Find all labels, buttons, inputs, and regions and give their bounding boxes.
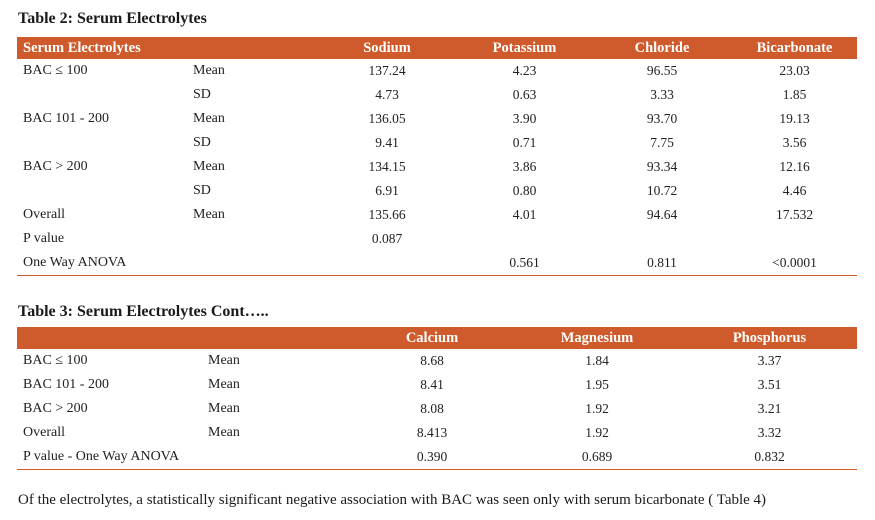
table-cell: Mean xyxy=(193,63,225,78)
table-cell: 4.23 xyxy=(512,63,537,78)
table-cell: 7.75 xyxy=(650,135,674,150)
table2-header-stat xyxy=(187,37,317,59)
table-row xyxy=(17,131,857,155)
table3-header-group xyxy=(17,327,202,349)
table-cell xyxy=(202,445,352,470)
table-row xyxy=(17,373,857,397)
table-cell: BAC ≤ 100 xyxy=(23,63,88,78)
table-cell: 17.532 xyxy=(775,207,814,222)
table-cell: 4.46 xyxy=(782,183,807,198)
table-cell xyxy=(17,83,187,107)
table2-header-group: Serum Electrolytes xyxy=(17,37,187,59)
table-cell: Mean xyxy=(208,425,240,440)
table-cell: 93.34 xyxy=(646,159,678,174)
table-cell: 137.24 xyxy=(368,63,406,78)
table-cell: 4.01 xyxy=(512,207,537,222)
table-cell: BAC 101 - 200 xyxy=(23,377,109,392)
table-cell: 1.95 xyxy=(585,377,609,392)
table3-header-stat xyxy=(202,327,352,349)
pvalue-cell: <0.0001 xyxy=(772,255,817,270)
table-row xyxy=(17,421,857,445)
table-cell: Mean xyxy=(208,377,240,392)
table-cell: 0.71 xyxy=(512,135,537,150)
table-row-pvalue xyxy=(17,227,857,251)
anova-label: One Way ANOVA xyxy=(23,255,127,270)
table-cell: 0.80 xyxy=(512,183,537,198)
table2-header-bicarbonate: Bicarbonate xyxy=(732,37,857,59)
table-cell: 4.73 xyxy=(375,87,399,102)
table-cell: 1.92 xyxy=(585,425,609,440)
table2-title: Table 2: Serum Electrolytes xyxy=(18,10,207,27)
table-cell: 3.56 xyxy=(782,135,807,150)
table-cell: SD xyxy=(193,87,211,102)
table-cell: 135.66 xyxy=(368,207,406,222)
table-cell: 0.63 xyxy=(512,87,537,102)
table-cell: 3.51 xyxy=(757,377,782,392)
table-row xyxy=(17,179,857,203)
table2-header-row xyxy=(17,37,857,59)
table-cell: 9.41 xyxy=(375,135,399,150)
footnote-text: Of the electrolytes, a statistically significant negative association with BAC was seen only with serum bicarbonate ( Table 4) xyxy=(18,492,767,508)
table-cell: 3.32 xyxy=(757,425,782,440)
table-cell: BAC ≤ 100 xyxy=(23,353,88,368)
pvalue-cell: 0.561 xyxy=(509,255,540,270)
table-cell: BAC 101 - 200 xyxy=(23,111,109,126)
table-row xyxy=(17,107,857,131)
table-cell: 1.84 xyxy=(585,353,609,368)
table-cell: Overall xyxy=(23,207,65,222)
pvalue-sodium: 0.087 xyxy=(371,231,403,246)
table-cell: 8.41 xyxy=(420,377,444,392)
table-cell: SD xyxy=(193,183,211,198)
table-cell: 3.21 xyxy=(757,401,782,416)
table-cell: 1.92 xyxy=(585,401,609,416)
table-cell: 23.03 xyxy=(779,63,810,78)
table-cell: Overall xyxy=(23,425,65,440)
table3-header-magnesium: Magnesium xyxy=(512,327,682,349)
table-cell: Mean xyxy=(193,207,225,222)
table-cell: SD xyxy=(193,135,211,150)
table-cell: 136.05 xyxy=(368,111,406,126)
table-cell: 3.37 xyxy=(757,353,782,368)
table-cell: 96.55 xyxy=(646,63,678,78)
table3 xyxy=(17,327,857,470)
table-cell: 1.85 xyxy=(782,87,807,102)
table-cell: 0.689 xyxy=(581,449,613,464)
table-cell: Mean xyxy=(193,111,225,126)
table-cell: 3.86 xyxy=(512,159,537,174)
table2-header-chloride: Chloride xyxy=(592,37,732,59)
table-cell: P value - One Way ANOVA xyxy=(23,449,180,464)
table2-header-potassium: Potassium xyxy=(457,37,592,59)
table-cell: BAC > 200 xyxy=(23,159,88,174)
table-cell: 8.413 xyxy=(416,425,448,440)
table-row-anova xyxy=(17,251,857,276)
table-cell xyxy=(17,131,187,155)
pvalue-cell: 0.811 xyxy=(647,255,677,270)
table-cell: 10.72 xyxy=(646,183,678,198)
table-row xyxy=(17,59,857,83)
table-cell: 93.70 xyxy=(646,111,678,126)
table-cell: 3.90 xyxy=(512,111,537,126)
table-cell: Mean xyxy=(193,159,225,174)
table-cell xyxy=(17,179,187,203)
table-cell: 8.08 xyxy=(420,401,444,416)
table-row xyxy=(17,349,857,373)
table3-header-row xyxy=(17,327,857,349)
table-row xyxy=(17,445,857,470)
pvalue-label: P value xyxy=(23,231,65,246)
table-cell: 0.832 xyxy=(754,449,785,464)
table3-header-calcium: Calcium xyxy=(352,327,512,349)
table-cell: Mean xyxy=(208,401,240,416)
table-cell: 134.15 xyxy=(368,159,406,174)
table3-title: Table 3: Serum Electrolytes Cont….. xyxy=(18,303,269,320)
table-cell: 19.13 xyxy=(779,111,810,126)
table-row xyxy=(17,83,857,107)
table2 xyxy=(17,37,857,276)
table-row xyxy=(17,203,857,227)
table-cell: 12.16 xyxy=(779,159,810,174)
table-cell: 94.64 xyxy=(646,207,678,222)
table-cell: 8.68 xyxy=(420,353,444,368)
table-cell: 6.91 xyxy=(375,183,399,198)
table2-header-sodium: Sodium xyxy=(317,37,457,59)
table-row xyxy=(17,155,857,179)
table3-header-phosphorus: Phosphorus xyxy=(682,327,857,349)
table-cell: BAC > 200 xyxy=(23,401,88,416)
table-cell: 0.390 xyxy=(416,449,448,464)
table-cell: 3.33 xyxy=(650,87,674,102)
table-cell: Mean xyxy=(208,353,240,368)
table-row xyxy=(17,397,857,421)
